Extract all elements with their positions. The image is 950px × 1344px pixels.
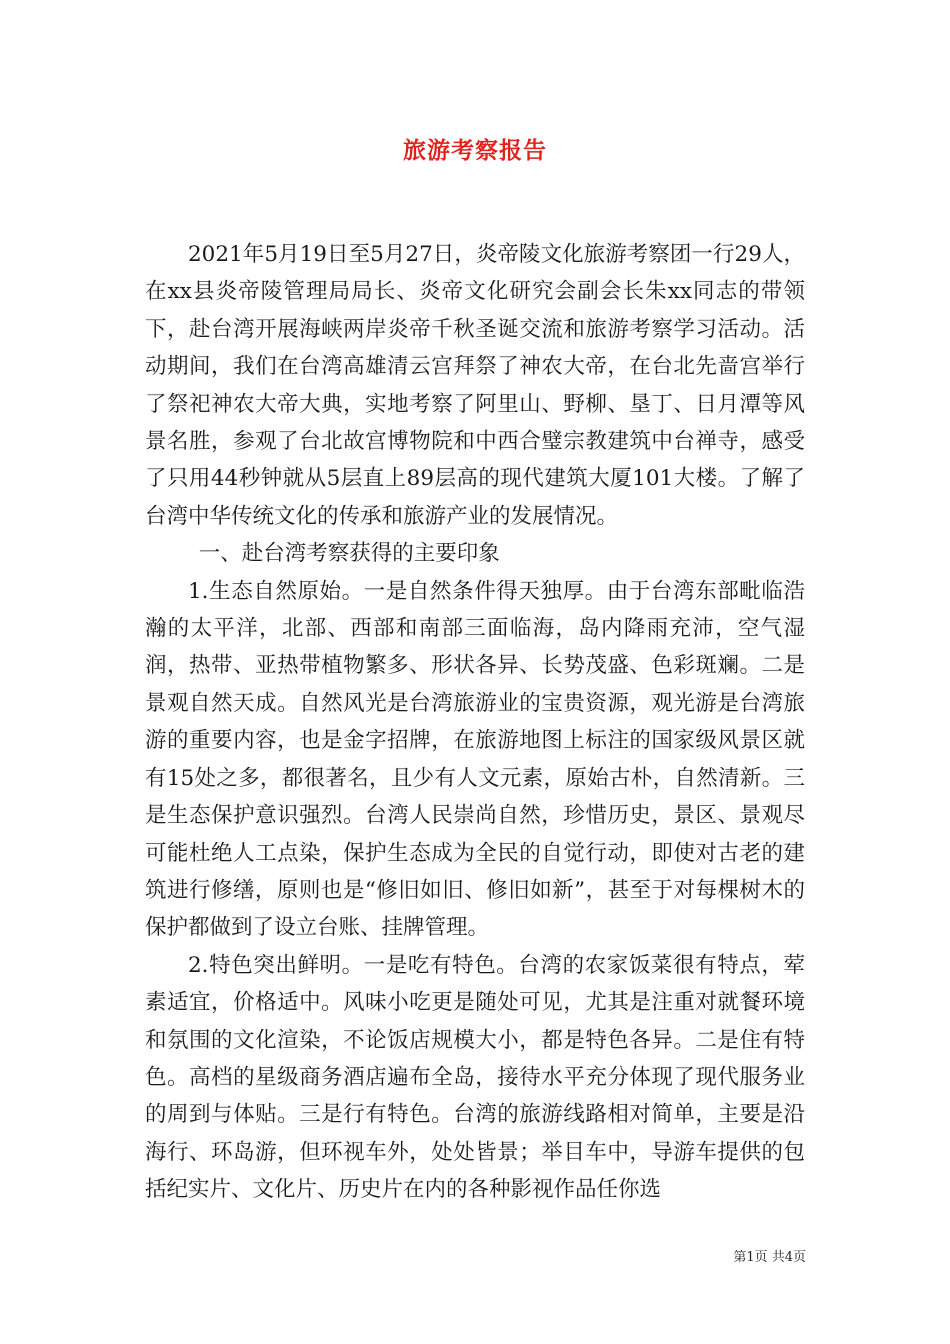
page-footer: 第1页 共4页 [733,1250,806,1265]
section-heading: 一、赴台湾考察获得的主要印象 [198,541,500,567]
document-title: 旅游考察报告 [403,137,547,164]
intro-paragraph: 2021年5月19日至5月27日，炎帝陵文化旅游考察团一行29人，在xx县炎帝陵管理局局长、炎帝文化研究会副会长朱xx同志的带领下，赴台湾开展海峡两岸炎帝千秋圣诞交流和旅游考察学习活动。活动期间，我们在台湾高雄清云宫拜祭了神农大帝，在台北先啬宫举行了祭祀神农大帝大典，实地考察了阿里山、野柳、垦丁、日月潭等风景名胜，参观了台北故宫博物院和中西合璧宗教建筑中台禅寺，感受了只用44秒钟就从5层直上89层高的现代建筑大厦101大楼。了解了台湾中华传统文化的传承和旅游产业的发展情况。 [145,242,805,529]
document-body [145,236,805,1209]
features-paragraph: 2.特色突出鲜明。一是吃有特色。台湾的农家饭菜很有特点，荤素适宜，价格适中。风味小吃更是随处可见，尤其是注重对就餐环境和氛围的文化渲染，不论饭店规模大小，都是特色各异。二是住有特色。高档的星级商务酒店遍布全岛，接待水平充分体现了现代服务业的周到与体贴。三是行有特色。台湾的旅游线路相对简单，主要是沿海行、环岛游，但环视车外，处处皆景；举目车中，导游车提供的包括纪实片、文化片、历史片在内的各种影视作品任你选 [145,952,805,1203]
ecology-paragraph: 1.生态自然原始。一是自然条件得天独厚。由于台湾东部毗临浩瀚的太平洋，北部、西部和南部三面临海，岛内降雨充沛，空气湿润，热带、亚热带植物繁多、形状各异、长势茂盛、色彩斑斓。二是景观自然天成。自然风光是台湾旅游业的宝贵资源，观光游是台湾旅游的重要内容，也是金字招牌，在旅游地图上标注的国家级风景区就有15处之多，都很著名，且少有人文元素，原始古朴，自然清新。三是生态保护意识强烈。台湾人民崇尚自然，珍惜历史，景区、景观尽可能杜绝人工点染，保护生态成为全民的自觉行动，即使对古老的建筑进行修缮，原则也是“修旧如旧、修旧如新”，甚至于对每棵树木的保护都做到了设立台账、挂牌管理。 [145,578,805,941]
